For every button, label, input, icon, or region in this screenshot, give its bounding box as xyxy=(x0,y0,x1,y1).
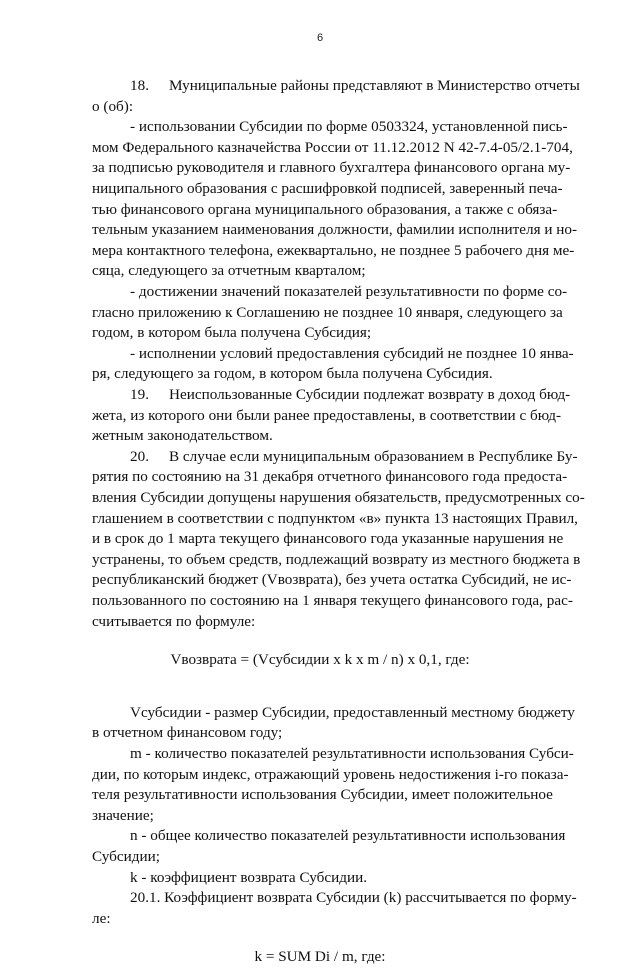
text-line: за подписью руководителя и главного бухгалтера финансового органа му- xyxy=(92,159,571,177)
text-line: тью финансового органа муниципального образования, а также с обяза- xyxy=(92,200,558,218)
text-line: жета, из которого они были ранее предоставлены, в соответствии с бюд- xyxy=(92,406,562,424)
text-line: пользованного по состоянию на 1 января текущего финансового года, рас- xyxy=(92,592,573,609)
text-line: - использовании Субсидии по форме 0503324, установленной пись- xyxy=(130,118,568,136)
text-line: жетным законодательством. xyxy=(92,427,273,445)
item-number: 18. xyxy=(130,77,149,94)
text-line: ле: xyxy=(92,909,111,927)
text-line: - достижении значений показателей результативности по форме со- xyxy=(130,283,568,300)
text-line: - исполнении условий предоставления субсидий не позднее 10 янва- xyxy=(130,344,574,362)
text-line: в отчетном финансовом году; xyxy=(92,724,283,742)
item-number: 20. xyxy=(130,447,149,465)
text-line: Vсубсидии - размер Субсидии, предоставленный местному бюджету xyxy=(130,703,575,721)
text-line: тельным указанием наименования должности, фамилии исполнителя и но- xyxy=(92,221,578,239)
text-line: ря, следующего за годом, в котором была получена Субсидия. xyxy=(92,365,493,383)
text-line: вления Субсидии допущены нарушения обязательств, предусмотренных со- xyxy=(92,489,585,506)
text-line: мера контактного телефона, ежеквартально, не позднее 5 рабочего дня ме- xyxy=(92,241,575,259)
text-line: ниципального образования с расшифровкой подписей, заверенный печа- xyxy=(92,180,563,197)
text-line: считывается по формуле: xyxy=(92,612,256,630)
text-line: и в срок до 1 марта текущего финансового года указанные нарушения не xyxy=(92,530,564,548)
text-line: сяца, следующего за отчетным кварталом; xyxy=(92,262,366,280)
text-line: устранены, то объем средств, подлежащий возврату из местного бюджета в xyxy=(92,550,581,568)
text-line: дии, по которым индекс, отражающий уровень недостижения i-го показа- xyxy=(92,765,569,783)
text-line: 20.1. Коэффициент возврата Субсидии (k) рассчитывается по форму- xyxy=(130,889,577,907)
formula: k = SUM Di / m, где: xyxy=(254,948,386,966)
text-line: значение; xyxy=(92,806,154,824)
text-line: республиканский бюджет (Vвозврата), без учета остатка Субсидий, не ис- xyxy=(92,571,572,589)
item-number: 19. xyxy=(130,386,149,403)
text-line: о (об): xyxy=(92,97,134,115)
page-number: 6 xyxy=(316,32,324,44)
text-line: теля результативности использования Субсидии, имеет положительное xyxy=(92,786,553,804)
text-line: m - количество показателей результативности использования Субси- xyxy=(130,745,574,762)
text-line: гласно приложению к Соглашению не позднее 10 января, следующего за xyxy=(92,303,563,321)
text-line: рятия по состоянию на 31 декабря отчетного финансового года предоста- xyxy=(92,468,568,486)
text-line: мом Федерального казначейства России от 11.12.2012 N 42-7.4-05/2.1-704, xyxy=(92,138,573,156)
text-line: годом, в котором была получена Субсидия; xyxy=(92,324,372,342)
text-line: глашением в соответствии с подпунктом «в» пункта 13 настоящих Правил, xyxy=(92,509,578,527)
text-line: Субсидии; xyxy=(92,848,160,865)
text-line: 20. В случае если муниципальным образованием в Республике Бу- xyxy=(130,447,549,469)
text-line: 18. Муниципальные районы представляют в Министерство отчеты xyxy=(130,76,549,98)
formula: Vвозврата = (Vсубсидии x k x m / n) x 0,1, где: xyxy=(170,651,470,669)
text-line: 19. Неиспользованные Субсидии подлежат возврату в доход бюд- xyxy=(130,385,549,407)
text-line: n - общее количество показателей результативности использования xyxy=(130,827,566,845)
text-line: k - коэффициент возврата Субсидии. xyxy=(130,868,367,886)
